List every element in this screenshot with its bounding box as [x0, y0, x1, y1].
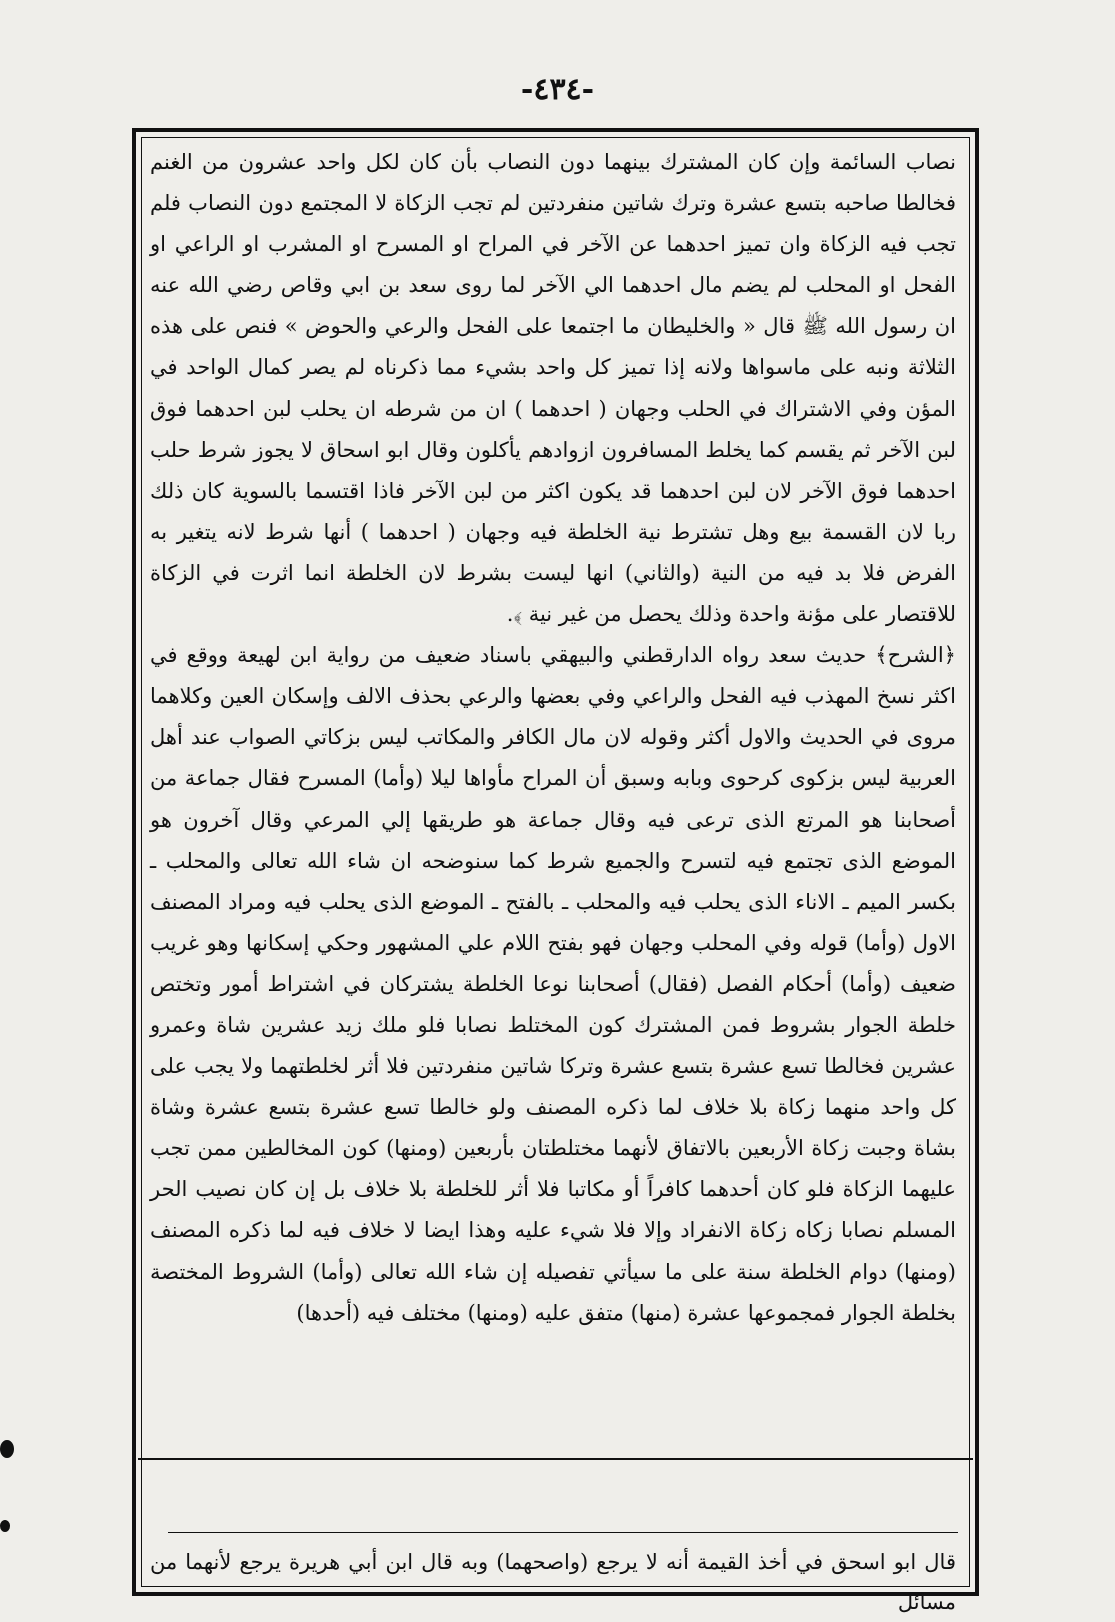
main-text-bottom-rule — [138, 1458, 973, 1460]
footnote: قال ابو اسحق في أخذ القيمة أنه لا يرجع (واصحهما) وبه قال ابن أبي هريرة يرجع لأنهما من مسائل — [150, 1550, 956, 1614]
matn-paragraph: نصاب السائمة وإن كان المشترك بينهما دون النصاب بأن كان لكل واحد عشرون من الغنم فخالطا صاحبه بتسع عشرة وترك شاتين منفردتين لم تجب الزكاة لا المجتمع دون النصاب فلم تجب فيه الزكاة وان تميز احدهما عن الآخر في المراح او المسرح او المشرب او الراعي او الفحل او المحلب لم يضم مال احدهما الي الآخر لما روى سعد بن ابي وقاص رضي الله عنه ان رسول الله ﷺ قال « والخليطان ما اجتمعا على الفحل والرعي والحوض » فنص على هذه الثلاثة ونبه على ماسواها ولانه إذا تميز كل واحد بشيء مما ذكرناه لم يصر كمال الواحد في المؤن وفي الاشتراك في الحلب وجهان ( احدهما ) ان من شرطه ان يحلب لبن احدهما فوق لبن الآخر ثم يقسم كما يخلط المسافرون ازوادهم يأكلون وقال ابو اسحاق لا يجوز شرط حلب احدهما فوق الآخر لان لبن احدهما قد يكون اكثر من لبن الآخر فاذا اقتسما بالسوية كان ذلك ربا لان القسمة بيع وهل تشترط نية الخلطة فيه وجهان ( احدهما ) أنها شرط لانه يتغير به الفرض فلا بد فيه من النية (والثاني) انها ليست بشرط لان الخلطة انما اثرت في الزكاة للاقتصار على مؤنة واحدة وذلك يحصل من غير نية ﴾. — [150, 150, 956, 627]
footnote-separator-rule — [168, 1532, 958, 1533]
page-number: -٤٣٤- — [520, 72, 595, 107]
margin-mark — [0, 1520, 10, 1532]
margin-mark — [0, 1440, 14, 1458]
main-text-block — [150, 142, 956, 1457]
sharh-paragraph: ﴿الشرح﴾ حديث سعد رواه الدارقطني والبيهقي باسناد ضعيف من رواية ابن لهيعة ووقع في اكثر نسخ المهذب فيه الفحل والراعي وفي بعضها والرعي بحذف الالف وإسكان العين وكلاهما مروى في الحديث والاول أكثر وقوله لان مال الكافر والمكاتب ليس بزكاتي الصواب عند أهل العربية ليس بزكوى كرحوى وبابه وسبق أن المراح مأواها ليلا (وأما) المسرح فقال جماعة من أصحابنا هو المرتع الذى ترعى فيه وقال جماعة هو طريقها إلي المرعي وقال آخرون هو الموضع الذى تجتمع فيه لتسرح والجميع شرط كما سنوضحه ان شاء الله تعالى والمحلب ـ بكسر الميم ـ الاناء الذى يحلب فيه والمحلب ـ بالفتح ـ الموضع الذى يحلب فيه ومراد المصنف الاول (وأما) قوله وفي المحلب وجهان فهو بفتح اللام علي المشهور وحكي إسكانها وهو غريب ضعيف (وأما) أحكام الفصل (فقال) أصحابنا نوعا الخلطة يشتركان في اشتراط أمور وتختص خلطة الجوار بشروط فمن المشترك كون المختلط نصابا فلو ملك زيد عشرين شاة وعمرو عشرين فخالطا تسع عشرة بتسع عشرة وتركا شاتين منفردتين فلا أثر لخلطتهما ولا يجب على كل واحد منهما زكاة بلا خلاف لما ذكره المصنف ولو خالطا تسع عشرة بتسع عشرة وشاة بشاة وجبت زكاة الأربعين بالاتفاق لأنهما مختلطتان بأربعين (ومنها) كون المخالطين ممن تجب عليهما الزكاة فلو كان أحدهما كافراً أو مكاتبا فلا أثر للخلطة بلا خلاف بل إن كان نصيب الحر المسلم نصابا زكاه زكاة الانفراد وإلا فلا شيء عليه وهذا ايضا لا خلاف فيه لما ذكره المصنف (ومنها) دوام الخلطة سنة على ما سيأتي تفصيله إن شاء الله تعالى (وأما) الشروط المختصة بخلطة الجوار فمجموعها عشرة (منها) متفق عليه (ومنها) مختلف فيه (أحدها) — [150, 643, 956, 1325]
